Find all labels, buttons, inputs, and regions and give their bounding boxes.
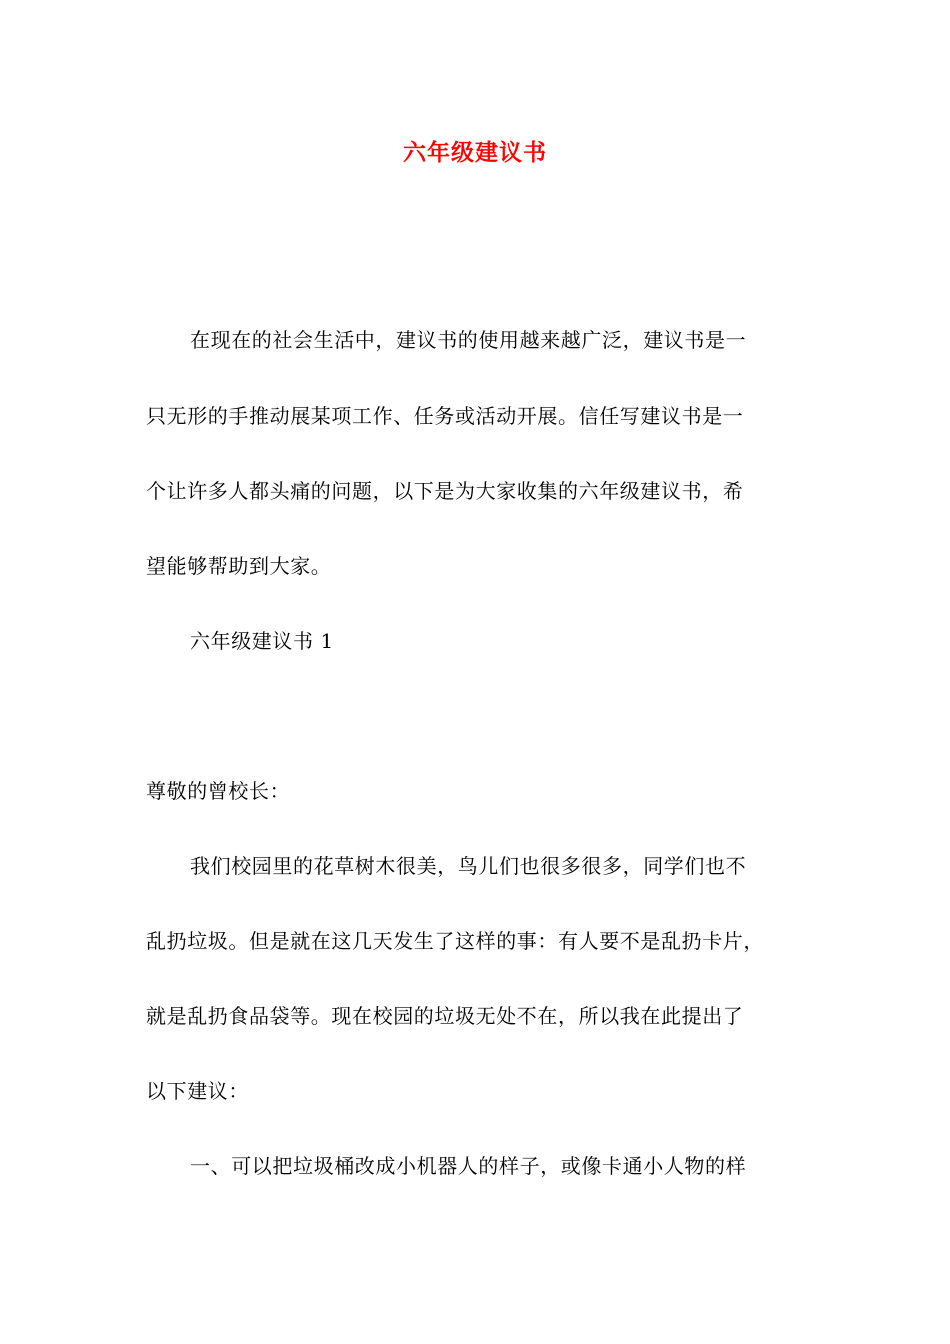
body-line-4: 以下建议： bbox=[146, 1079, 249, 1103]
intro-line-4: 望能够帮助到大家。 bbox=[146, 554, 332, 578]
section-heading: 六年级建议书 1 bbox=[190, 629, 334, 653]
body-line-2: 乱扔垃圾。但是就在这几天发生了这样的事：有人要不是乱扔卡片， bbox=[146, 929, 764, 953]
document-title: 六年级建议书 bbox=[403, 139, 547, 166]
salutation: 尊敬的曾校长： bbox=[146, 779, 291, 803]
intro-line-3: 个让许多人都头痛的问题，以下是为大家收集的六年级建议书，希 bbox=[146, 479, 744, 503]
intro-line-2: 只无形的手推动展某项工作、任务或活动开展。信任写建议书是一 bbox=[146, 404, 744, 428]
body-line-5: 一、可以把垃圾桶改成小机器人的样子，或像卡通小人物的样 bbox=[190, 1154, 747, 1178]
body-line-1: 我们校园里的花草树木很美，鸟儿们也很多很多，同学们也不 bbox=[190, 854, 747, 878]
intro-line-1: 在现在的社会生活中，建议书的使用越来越广泛，建议书是一 bbox=[190, 328, 747, 352]
body-line-3: 就是乱扔食品袋等。现在校园的垃圾无处不在，所以我在此提出了 bbox=[146, 1004, 744, 1028]
